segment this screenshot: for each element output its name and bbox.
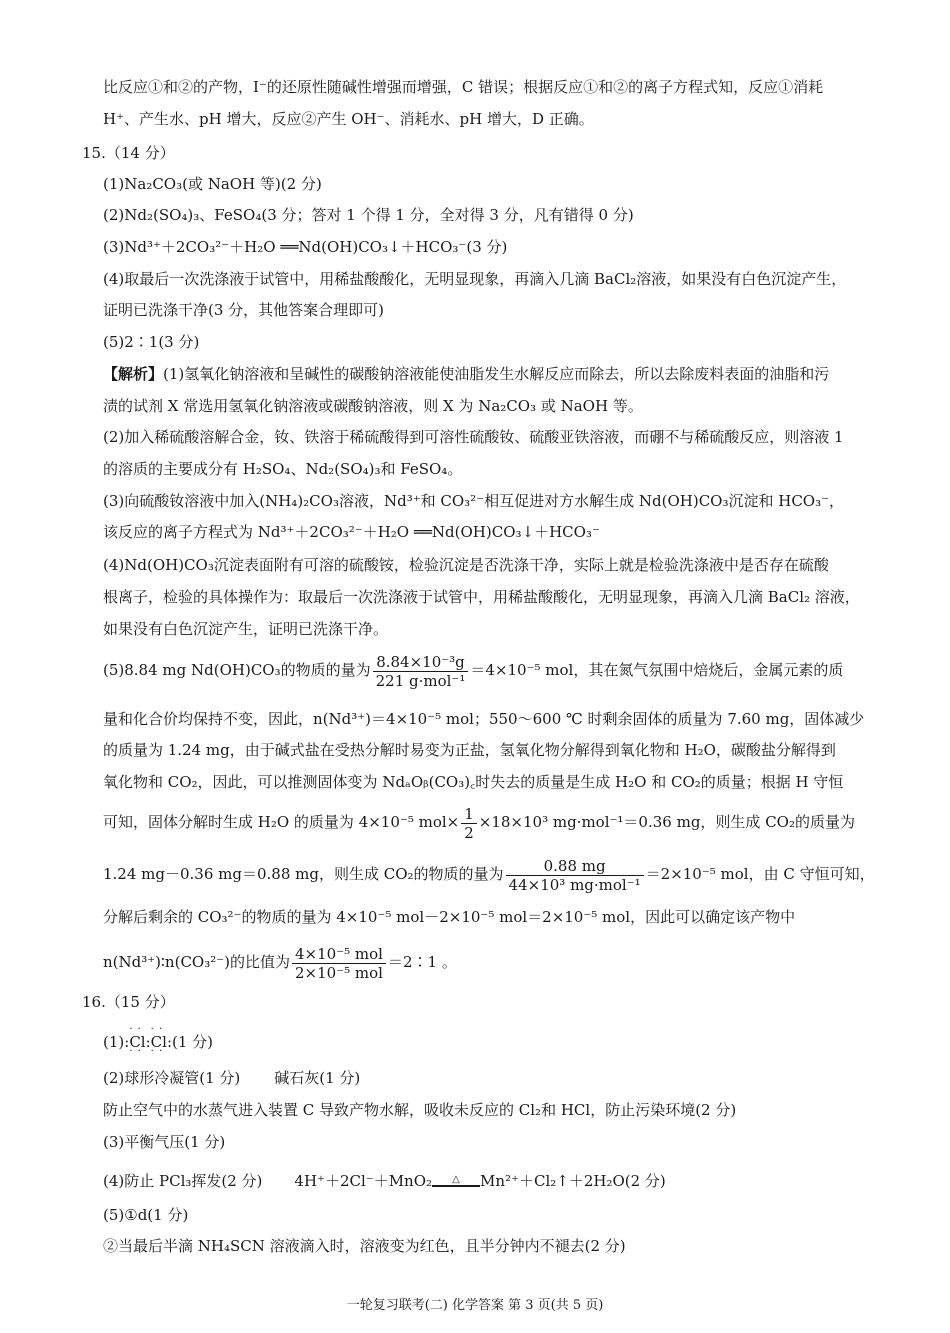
numerator: 0.88 mg <box>506 857 644 876</box>
analysis-4-cont: 根离子，检验的具体操作为：取最后一次洗涤液于试管中，用稀盐酸酸化，无明显现象，再滴入几滴 BaCl₂ 溶液， <box>103 588 860 606</box>
denominator: 221 g·mol⁻¹ <box>375 671 466 690</box>
analysis-2: (2)加入稀硫酸溶解合金，钕、铁溶于稀硫酸得到可溶性硫酸钕、硫酸亚铁溶液，而硼不与稀硫酸反应，则溶液 1 <box>103 428 844 446</box>
answer-15-5: (5)2∶1(3 分) <box>103 333 200 351</box>
numerator: 4×10⁻⁵ mol <box>292 945 386 964</box>
analysis-5-line5 <box>103 804 855 842</box>
text-line: 比反应①和②的产物，I⁻的还原性随碱性增强而增强，C 错误；根据反应①和②的离子方程式知，反应①消耗 <box>103 78 824 96</box>
text: (4)防止 PCl₃挥发(2 分) <box>103 1172 263 1190</box>
answer-16-5: (5)①d(1 分) <box>103 1206 189 1224</box>
text: ＝2×10⁻⁵ mol，由 C 守恒可知， <box>645 865 875 883</box>
answer-16-5-cont: ②当最后半滴 NH₄SCN 溶液滴入时，溶液变为红色，且半分钟内不褪去(2 分) <box>103 1237 626 1255</box>
text: (1 分) <box>172 1033 214 1051</box>
reaction-condition <box>432 1175 480 1189</box>
lewis-atom: · · Cl · · <box>129 1031 145 1053</box>
analysis-5-line7: 分解后剩余的 CO₃²⁻的物质的量为 4×10⁻⁵ mol－2×10⁻⁵ mol＝2×10⁻⁵ mol，因此可以确定该产物中 <box>103 908 796 926</box>
analysis-1 <box>103 363 829 385</box>
numerator: 1 <box>461 805 477 824</box>
analysis-1-cont: 渍的试剂 X 常选用氢氧化钠溶液或碳酸钠溶液，则 X 为 Na₂CO₃ 或 NaOH 等。 <box>103 397 643 415</box>
answer-16-2 <box>103 1067 360 1089</box>
answer-16-3: (3)平衡气压(1 分) <box>103 1133 226 1151</box>
page-footer: 一轮复习联考(二) 化学答案 第 3 页(共 5 页) <box>346 1298 604 1313</box>
numerator: 8.84×10⁻³g <box>373 653 469 672</box>
answer-15-2: (2)Nd₂(SO₄)₃、FeSO₄(3 分；答对 1 个得 1 分，全对得 3 分，凡有错得 0 分) <box>103 206 634 224</box>
fraction <box>292 945 386 982</box>
answer-16-1: (1):· · Cl · ·:· · Cl · ·:(1 分) <box>103 1031 213 1053</box>
text: Mn²⁺＋Cl₂↑＋2H₂O(2 分) <box>480 1172 666 1190</box>
denominator: 2×10⁻⁵ mol <box>295 963 383 982</box>
analysis-4: (4)Nd(OH)CO₃沉淀表面附有可溶的硫酸铵，检验沉淀是否洗涤干净，实际上就是检验洗涤液中是否存在硫酸 <box>103 556 829 574</box>
text: ×18×10³ mg·mol⁻¹＝0.36 mg，则生成 CO₂的质量为 <box>478 813 855 831</box>
text: (2)球形冷凝管(1 分) <box>103 1069 241 1087</box>
text: 碱石灰(1 分) <box>274 1069 361 1087</box>
fraction <box>373 653 469 690</box>
text: ＝4×10⁻⁵ mol，其在氮气氛围中焙烧后，金属元素的质 <box>470 661 844 679</box>
heat-symbol: △ <box>452 1174 460 1185</box>
text: (5)8.84 mg Nd(OH)CO₃的物质的量为 <box>103 661 371 679</box>
analysis-5-line2: 量和化合价均保持不变，因此，n(Nd³⁺)＝4×10⁻⁵ mol；550～600 ℃ 时剩余固体的质量为 7.60 mg，固体减少 <box>103 710 865 728</box>
lewis-atom: · · Cl · · <box>151 1031 167 1053</box>
analysis-text: (1)氢氧化钠溶液和呈碱性的碳酸钠溶液能使油脂发生水解反应而除去，所以去除废料表面的油脂和污 <box>163 365 830 383</box>
answer-15-4: (4)取最后一次洗涤液于试管中，用稀盐酸酸化，无明显现象，再滴入几滴 BaCl₂溶液，如果没有白色沉淀产生， <box>103 270 847 288</box>
answer-15-4-cont: 证明已洗涤干净(3 分，其他答案合理即可) <box>103 301 385 319</box>
analysis-2-cont: 的溶质的主要成分有 H₂SO₄、Nd₂(SO₄)₃和 FeSO₄。 <box>103 460 463 478</box>
question-15-heading: 15.（14 分） <box>82 144 175 162</box>
answer-15-3: (3)Nd³⁺＋2CO₃²⁻＋H₂O ══Nd(OH)CO₃↓＋HCO₃⁻(3 分) <box>103 238 508 256</box>
text: 可知，固体分解时生成 H₂O 的质量为 4×10⁻⁵ mol× <box>103 813 460 831</box>
text: (1) <box>103 1033 125 1051</box>
analysis-3: (3)向硫酸钕溶液中加入(NH₄)₂CO₃溶液，Nd³⁺和 CO₃²⁻相互促进对方水解生成 Nd(OH)CO₃沉淀和 HCO₃⁻， <box>103 492 845 510</box>
answer-16-2-cont: 防止空气中的水蒸气进入装置 C 导致产物水解，吸收未反应的 Cl₂和 HCl，防止污染环境(2 分) <box>103 1101 737 1119</box>
text: n(Nd³⁺)∶n(CO₃²⁻)的比值为 <box>103 953 291 971</box>
text: ＝2∶1 。 <box>387 953 457 971</box>
analysis-5-line3: 的质量为 1.24 mg，由于碱式盐在受热分解时易变为正盐，氢氧化物分解得到氧化物和 H₂O，碳酸盐分解得到 <box>103 741 836 759</box>
fraction <box>461 805 477 842</box>
answer-15-1: (1)Na₂CO₃(或 NaOH 等)(2 分) <box>103 175 322 193</box>
analysis-5-line6 <box>103 856 875 894</box>
denominator: 2 <box>464 823 474 842</box>
text: 4H⁺＋2Cl⁻＋MnO₂ <box>294 1172 433 1190</box>
denominator: 44×10³ mg·mol⁻¹ <box>508 875 641 894</box>
analysis-tag: 【解析】 <box>103 365 164 383</box>
text: 1.24 mg－0.36 mg＝0.88 mg，则生成 CO₂的物质的量为 <box>103 865 504 883</box>
analysis-5-line4: 氧化物和 CO₂，因此，可以推测固体变为 NdₐOᵦ(CO₃)꜀时失去的质量是生成 H₂O 和 CO₂的质量；根据 H 守恒 <box>103 773 844 791</box>
fraction <box>506 857 644 894</box>
answer-16-4 <box>103 1166 666 1196</box>
analysis-5-line1 <box>103 652 843 690</box>
analysis-3-cont: 该反应的离子方程式为 Nd³⁺＋2CO₃²⁻＋H₂O ══Nd(OH)CO₃↓＋HCO₃⁻ <box>103 523 600 541</box>
text-line: H⁺、产生水、pH 增大，反应②产生 OH⁻、消耗水、pH 增大，D 正确。 <box>103 110 594 128</box>
analysis-4-cont2: 如果没有白色沉淀产生，证明已洗涤干净。 <box>103 620 389 638</box>
analysis-5-line8 <box>103 944 457 982</box>
question-16-heading: 16.（15 分） <box>82 993 175 1011</box>
